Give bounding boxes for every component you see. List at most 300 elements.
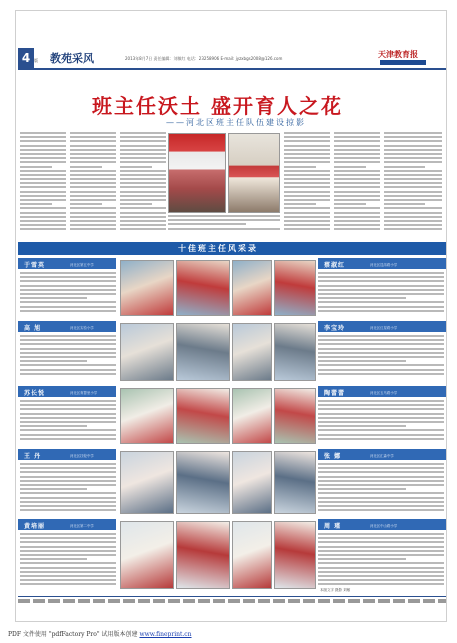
- text-line: [318, 343, 444, 345]
- text-line: [20, 476, 116, 478]
- text-line: [20, 203, 52, 205]
- text-line: [120, 195, 166, 197]
- text-line: [20, 136, 66, 138]
- text-line: [334, 178, 380, 180]
- text-line: [20, 216, 66, 218]
- text-line: [318, 429, 444, 431]
- text-line: [20, 404, 116, 406]
- text-line: [20, 550, 116, 552]
- text-line: [318, 310, 444, 312]
- article-column-5: [334, 132, 380, 236]
- text-line: [20, 369, 116, 371]
- text-line: [384, 212, 442, 214]
- text-line: [20, 289, 116, 291]
- text-line: [284, 136, 330, 138]
- profile-name: 李宝玲: [324, 325, 346, 332]
- text-line: [318, 297, 406, 299]
- text-line: [334, 207, 380, 209]
- text-line: [334, 149, 380, 151]
- profile-photo: [232, 388, 272, 444]
- text-line: [20, 364, 116, 366]
- text-line: [384, 178, 442, 180]
- text-line: [318, 550, 444, 552]
- profile-photo: [120, 260, 174, 316]
- section-title: 教苑采风: [50, 52, 94, 65]
- text-line: [384, 157, 442, 159]
- profile-text: [20, 400, 116, 444]
- text-line: [334, 132, 380, 134]
- text-line: [70, 161, 116, 163]
- profile-text: [318, 533, 444, 589]
- profile-school: 河北区昆纬路小学: [370, 263, 398, 267]
- article-column-6: [384, 132, 442, 236]
- text-line: [284, 207, 330, 209]
- text-line: [318, 352, 444, 354]
- text-line: [318, 467, 444, 469]
- text-line: [284, 199, 330, 201]
- text-line: [284, 216, 330, 218]
- text-line: [20, 463, 116, 465]
- text-line: [284, 153, 330, 155]
- profile-photo: [274, 260, 316, 316]
- text-line: [20, 356, 116, 358]
- text-line: [318, 537, 444, 539]
- footer-text: [18, 599, 446, 603]
- profile-school: 河北区中山路小学: [370, 524, 398, 528]
- text-line: [20, 492, 116, 494]
- text-line: [318, 488, 406, 490]
- text-line: [70, 191, 116, 193]
- text-line: [20, 438, 116, 440]
- text-line: [384, 191, 442, 193]
- text-line: [318, 301, 444, 303]
- text-line: [120, 136, 166, 138]
- text-line: [20, 434, 116, 436]
- profile-text: [318, 272, 444, 316]
- profile-name: 黄培丽: [24, 523, 46, 530]
- profile-photo: [274, 323, 316, 381]
- text-line: [384, 182, 442, 184]
- text-line: [70, 228, 116, 230]
- text-line: [20, 195, 66, 197]
- text-line: [318, 509, 444, 511]
- text-line: [318, 571, 444, 573]
- text-line: [168, 219, 280, 221]
- text-line: [168, 223, 246, 225]
- text-line: [318, 272, 444, 274]
- text-line: [120, 132, 166, 134]
- text-line: [334, 191, 380, 193]
- text-line: [70, 199, 116, 201]
- text-line: [284, 145, 330, 147]
- text-line: [20, 562, 116, 564]
- text-line: [334, 224, 380, 226]
- text-line: [20, 400, 116, 402]
- text-line: [70, 224, 116, 226]
- text-line: [384, 149, 442, 151]
- text-line: [318, 293, 444, 295]
- profile-photo: [232, 323, 272, 381]
- text-line: [284, 161, 330, 163]
- text-line: [20, 301, 116, 303]
- text-line: [334, 157, 380, 159]
- text-line: [20, 541, 116, 543]
- text-line: [318, 497, 444, 499]
- text-line: [318, 554, 444, 556]
- text-line: [334, 174, 380, 176]
- text-line: [70, 182, 116, 184]
- text-line: [120, 178, 166, 180]
- text-line: [284, 224, 330, 226]
- article-headline: 班主任沃土 盛开育人之花: [92, 94, 343, 118]
- profile-name: 陶蕾蕾: [324, 390, 346, 397]
- text-line: [20, 285, 116, 287]
- text-line: [20, 153, 66, 155]
- text-line: [334, 136, 380, 138]
- text-line: [20, 484, 116, 486]
- text-line: [318, 360, 406, 362]
- profile-photo: [232, 451, 272, 514]
- text-line: [284, 140, 330, 142]
- text-line: [20, 335, 116, 337]
- text-line: [120, 166, 152, 168]
- text-line: [284, 182, 330, 184]
- text-line: [20, 497, 116, 499]
- text-line: [384, 195, 442, 197]
- page-number: 4: [18, 48, 34, 68]
- text-line: [20, 182, 66, 184]
- text-line: [20, 297, 87, 299]
- text-line: [284, 220, 330, 222]
- footer-rule: [18, 596, 446, 597]
- text-line: [70, 132, 116, 134]
- text-line: [318, 546, 444, 548]
- text-line: [20, 533, 116, 535]
- profile-photo: [120, 323, 174, 381]
- text-line: [20, 425, 87, 427]
- text-line: [318, 583, 444, 585]
- profile-name: 苏长悦: [24, 390, 46, 397]
- profile-photo: [232, 521, 272, 589]
- profile-school: 河北区红星路小学: [370, 326, 398, 330]
- text-line: [20, 505, 116, 507]
- editor-note: 本版文字 摄影 刘敏: [320, 588, 351, 592]
- text-line: [318, 425, 406, 427]
- text-line: [318, 421, 444, 423]
- text-line: [318, 280, 444, 282]
- text-line: [20, 348, 116, 350]
- text-line: [20, 554, 116, 556]
- text-line: [120, 191, 166, 193]
- profile-name: 于雪英: [24, 262, 46, 269]
- text-line: [70, 220, 116, 222]
- text-line: [318, 306, 444, 308]
- profile-text: [20, 463, 116, 514]
- text-line: [334, 203, 366, 205]
- text-line: [284, 212, 330, 214]
- profile-school: 河北区汇森中学: [370, 454, 394, 458]
- text-line: [318, 356, 444, 358]
- text-line: [318, 438, 444, 440]
- text-line: [318, 335, 444, 337]
- text-line: [284, 166, 316, 168]
- profile-name: 周 瑾: [324, 523, 342, 530]
- text-line: [334, 195, 380, 197]
- text-line: [70, 186, 116, 188]
- text-line: [70, 149, 116, 151]
- text-line: [318, 339, 444, 341]
- text-line: [120, 149, 166, 151]
- photo-caption: [168, 215, 280, 235]
- text-line: [284, 132, 330, 134]
- text-line: [318, 434, 444, 436]
- text-line: [284, 170, 330, 172]
- text-line: [20, 579, 116, 581]
- text-line: [318, 579, 444, 581]
- text-line: [20, 149, 66, 151]
- text-line: [70, 195, 116, 197]
- text-line: [120, 145, 166, 147]
- text-line: [318, 567, 444, 569]
- text-line: [20, 575, 116, 577]
- text-line: [20, 509, 116, 511]
- profile-photo: [176, 521, 230, 589]
- profile-name: 蔡淑红: [324, 262, 346, 269]
- text-line: [384, 186, 442, 188]
- text-line: [20, 373, 116, 375]
- text-line: [20, 174, 66, 176]
- text-line: [318, 480, 444, 482]
- text-line: [384, 216, 442, 218]
- text-line: [120, 174, 166, 176]
- text-line: [318, 541, 444, 543]
- article-column-3: [120, 132, 166, 236]
- text-line: [70, 170, 116, 172]
- text-line: [120, 182, 166, 184]
- text-line: [318, 471, 444, 473]
- text-line: [20, 228, 66, 230]
- text-line: [20, 140, 66, 142]
- article-subhead: ——河北区班主任队伍建设掠影: [166, 118, 306, 127]
- text-line: [20, 352, 116, 354]
- text-line: [318, 505, 444, 507]
- text-line: [120, 220, 166, 222]
- profile-photo: [176, 451, 230, 514]
- text-line: [334, 161, 380, 163]
- text-line: [318, 562, 444, 564]
- text-line: [334, 140, 380, 142]
- text-line: [20, 343, 116, 345]
- text-line: [318, 289, 444, 291]
- text-line: [20, 272, 116, 274]
- text-line: [20, 571, 116, 573]
- text-line: [284, 174, 330, 176]
- profile-school: 河北区第五中学: [70, 263, 94, 267]
- text-line: [70, 216, 116, 218]
- text-line: [284, 191, 330, 193]
- profile-photo: [120, 388, 174, 444]
- article-column-2: [70, 132, 116, 236]
- text-line: [120, 224, 166, 226]
- text-line: [334, 228, 380, 230]
- text-line: [20, 488, 87, 490]
- text-line: [20, 132, 66, 134]
- text-line: [20, 558, 87, 560]
- article-column-4: [284, 132, 330, 236]
- text-line: [70, 203, 102, 205]
- text-line: [120, 157, 166, 159]
- text-line: [384, 224, 442, 226]
- text-line: [384, 203, 425, 205]
- text-line: [318, 373, 444, 375]
- text-line: [70, 166, 102, 168]
- text-line: [284, 203, 316, 205]
- text-line: [384, 145, 442, 147]
- text-line: [20, 199, 66, 201]
- text-line: [384, 174, 442, 176]
- text-line: [334, 212, 380, 214]
- profile-photo: [120, 521, 174, 589]
- text-line: [168, 215, 280, 217]
- text-line: [168, 228, 280, 230]
- paper-logo: 天津教育报: [378, 49, 418, 59]
- text-line: [334, 182, 380, 184]
- text-line: [384, 170, 442, 172]
- text-line: [20, 178, 66, 180]
- text-line: [120, 161, 166, 163]
- text-line: [334, 170, 380, 172]
- article-column-1: [20, 132, 66, 236]
- text-line: [70, 145, 116, 147]
- text-line: [20, 417, 116, 419]
- text-line: [284, 178, 330, 180]
- text-line: [20, 145, 66, 147]
- text-line: [318, 417, 444, 419]
- text-line: [20, 276, 116, 278]
- text-line: [284, 157, 330, 159]
- text-line: [20, 429, 116, 431]
- text-line: [20, 280, 116, 282]
- profile-text: [20, 272, 116, 316]
- profile-school: 河北区育婴里小学: [70, 391, 98, 395]
- text-line: [384, 140, 442, 142]
- text-line: [20, 546, 116, 548]
- text-line: [20, 567, 116, 569]
- text-line: [20, 360, 87, 362]
- text-line: [120, 170, 166, 172]
- text-line: [334, 145, 380, 147]
- text-line: [20, 537, 116, 539]
- text-line: [20, 293, 116, 295]
- text-line: [318, 404, 444, 406]
- text-line: [70, 136, 116, 138]
- profile-name: 高 旭: [24, 325, 42, 332]
- text-line: [318, 413, 444, 415]
- text-line: [318, 476, 444, 478]
- text-line: [20, 501, 116, 503]
- text-line: [334, 199, 380, 201]
- text-line: [318, 276, 444, 278]
- text-line: [384, 136, 442, 138]
- text-line: [70, 157, 116, 159]
- profile-name: 张 娜: [324, 453, 342, 460]
- text-line: [120, 228, 166, 230]
- text-line: [20, 408, 116, 410]
- text-line: [384, 166, 425, 168]
- text-line: [70, 140, 116, 142]
- text-line: [20, 413, 116, 415]
- text-line: [284, 228, 330, 230]
- text-line: [334, 216, 380, 218]
- text-line: [20, 467, 116, 469]
- text-line: [334, 153, 380, 155]
- pdf-watermark: [8, 629, 192, 638]
- text-line: [284, 149, 330, 151]
- text-line: [20, 421, 116, 423]
- text-line: [334, 186, 380, 188]
- profile-photo: [274, 521, 316, 589]
- profile-photo: [274, 451, 316, 514]
- text-line: [120, 153, 166, 155]
- text-line: [318, 501, 444, 503]
- profile-text: [20, 533, 116, 589]
- text-line: [120, 140, 166, 142]
- header-rule: [18, 68, 446, 70]
- text-line: [120, 207, 166, 209]
- text-line: [318, 348, 444, 350]
- page-label: 版: [34, 58, 38, 63]
- text-line: [20, 212, 66, 214]
- section-banner-title: 十佳班主任风采录: [178, 244, 258, 253]
- text-line: [284, 186, 330, 188]
- text-line: [20, 166, 52, 168]
- profile-school: 河北区五马路小学: [370, 391, 398, 395]
- text-line: [20, 207, 66, 209]
- pdf-note-text: PDF 文件使用 "pdfFactory Pro" 试用版本创建: [8, 631, 140, 638]
- date-line: 2013年8月7日 责任编辑：刘敏红 电话：23258906 E-mail: jyzxbgs2008@126.com: [125, 56, 283, 61]
- profile-photo: [176, 388, 230, 444]
- text-line: [70, 207, 116, 209]
- text-line: [70, 174, 116, 176]
- text-line: [318, 400, 444, 402]
- pdf-link[interactable]: www.fineprint.cn: [139, 631, 192, 638]
- profile-text: [20, 335, 116, 381]
- text-line: [384, 153, 442, 155]
- text-line: [318, 533, 444, 535]
- text-line: [120, 203, 152, 205]
- profile-name: 王 丹: [24, 453, 42, 460]
- text-line: [318, 369, 444, 371]
- text-line: [318, 575, 444, 577]
- text-line: [20, 220, 66, 222]
- profile-photo: [176, 323, 230, 381]
- text-line: [120, 199, 166, 201]
- text-line: [20, 157, 66, 159]
- profile-photo: [274, 388, 316, 444]
- profile-text: [318, 400, 444, 444]
- profile-photo: [120, 451, 174, 514]
- text-line: [318, 364, 444, 366]
- text-line: [20, 224, 66, 226]
- text-line: [70, 178, 116, 180]
- text-line: [334, 166, 366, 168]
- text-line: [384, 199, 442, 201]
- text-line: [318, 285, 444, 287]
- profile-school: 河北区第二中学: [70, 524, 94, 528]
- text-line: [120, 216, 166, 218]
- text-line: [70, 153, 116, 155]
- profile-school: 河北区实验小学: [70, 326, 94, 330]
